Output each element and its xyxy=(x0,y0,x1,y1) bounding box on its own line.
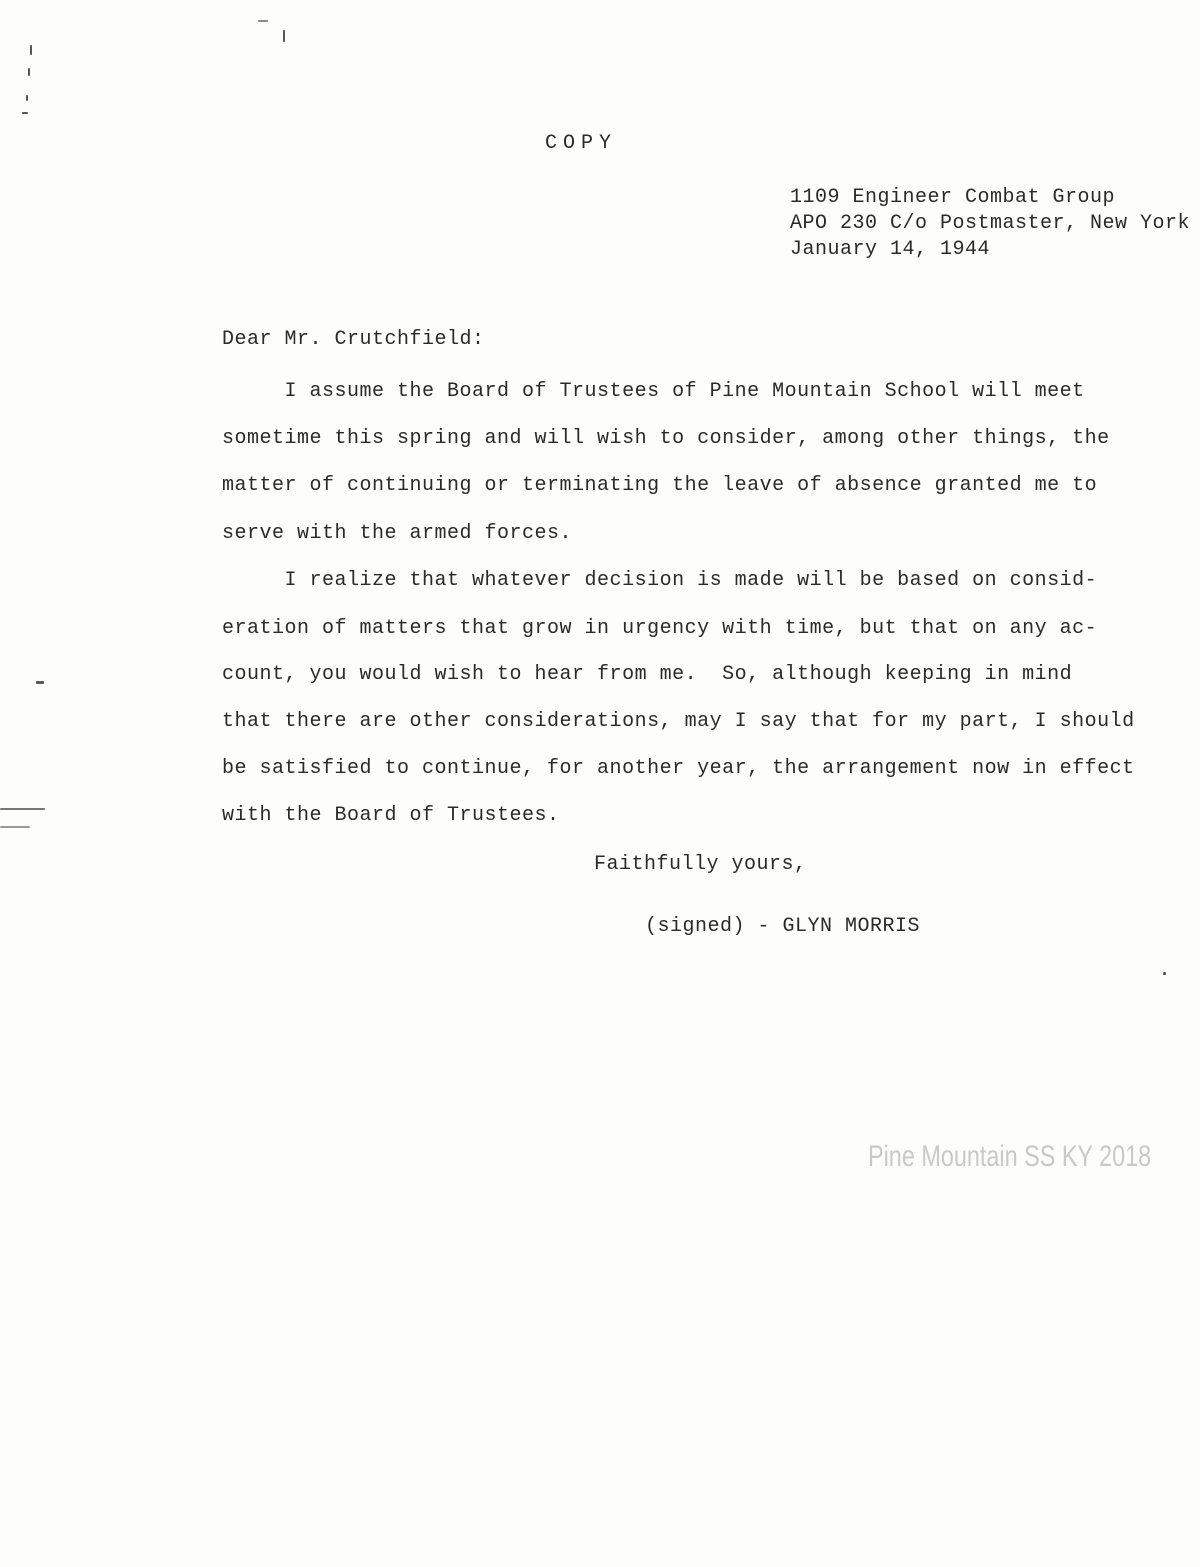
body-line: count, you would wish to hear from me. So, although keeping in mind xyxy=(222,663,1073,686)
body-line: be satisfied to continue, for another year, the arrangement now in effect xyxy=(222,757,1135,780)
body-line: eration of matters that grow in urgency with time, but that on any ac- xyxy=(222,617,1098,640)
salutation: Dear Mr. Crutchfield: xyxy=(222,328,485,351)
address-line: APO 230 C/o Postmaster, New York xyxy=(790,212,1191,235)
body-line: I assume the Board of Trustees of Pine Mountain School will meet xyxy=(222,380,1085,403)
body-line: matter of continuing or terminating the leave of absence granted me to xyxy=(222,474,1098,497)
body-line: with the Board of Trustees. xyxy=(222,804,560,827)
address-line: 1109 Engineer Combat Group xyxy=(790,186,1116,209)
letter-date: January 14, 1944 xyxy=(790,238,991,261)
complimentary-close: Faithfully yours, xyxy=(594,853,807,876)
signature-line: (signed) - GLYN MORRIS xyxy=(645,915,921,938)
body-line: that there are other considerations, may I say that for my part, I should xyxy=(222,710,1135,733)
archive-watermark: Pine Mountain SS KY 2018 xyxy=(868,1140,1152,1173)
copy-heading: COPY xyxy=(545,132,618,155)
body-line: sometime this spring and will wish to consider, among other things, the xyxy=(222,427,1110,450)
body-line: I realize that whatever decision is made will be based on consid- xyxy=(222,569,1098,592)
body-line: serve with the armed forces. xyxy=(222,522,573,545)
